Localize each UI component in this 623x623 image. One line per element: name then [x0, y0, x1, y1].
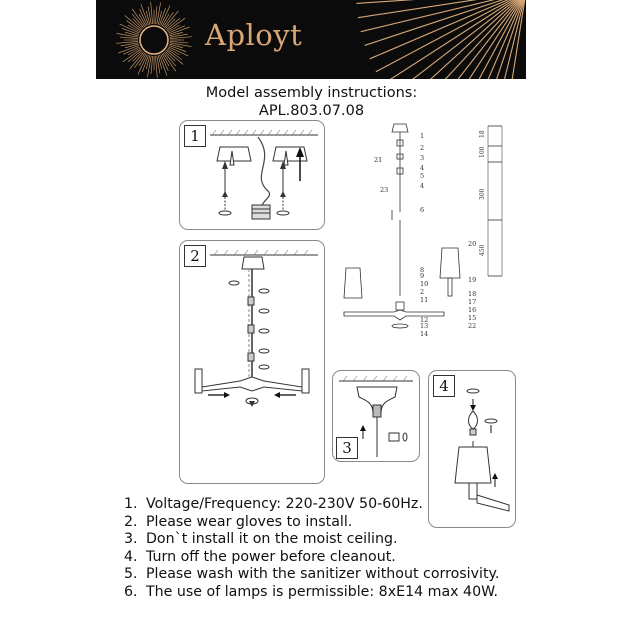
sunburst-logo-graphic — [96, 0, 526, 79]
list-item-text: Please wear gloves to install. — [146, 513, 353, 530]
list-item-text: Voltage/Frequency: 220-230V 50-60Hz. — [146, 496, 423, 512]
dimension-label-18: 18 — [479, 130, 486, 138]
dimension-label-450: 450 — [479, 244, 486, 256]
list-item-text: Please wash with the sanitizer without corrosivity. — [146, 566, 500, 582]
part-label-22: 22 — [468, 322, 477, 330]
dimension-label-100: 100 — [479, 146, 486, 158]
instructions-list — [124, 496, 499, 601]
part-label-18: 18 — [468, 290, 477, 298]
part-label-23: 23 — [380, 186, 389, 194]
list-item-number: 5. — [124, 566, 138, 582]
part-label-5: 5 — [420, 172, 425, 180]
part-label-9: 9 — [420, 272, 425, 280]
step-4-number: 4 — [433, 375, 455, 397]
part-label-17: 17 — [468, 298, 477, 306]
part-label-14: 14 — [420, 330, 429, 338]
part-label-6: 6 — [420, 206, 425, 214]
part-label-12: 12 — [420, 316, 429, 324]
part-label-2: 2 — [420, 144, 425, 152]
part-label-4: 4 — [420, 164, 425, 172]
part-label-15: 15 — [468, 314, 477, 322]
step-1-panel — [179, 120, 325, 230]
brand-banner — [96, 0, 526, 79]
part-label-10: 10 — [420, 280, 429, 288]
list-item — [124, 566, 499, 584]
part-label-16: 16 — [468, 306, 477, 314]
model-number: APL.803.07.08 — [258, 103, 365, 119]
part-label-3: 3 — [420, 154, 425, 162]
list-item-number: 1. — [124, 496, 138, 512]
list-item — [124, 549, 499, 567]
list-item — [124, 514, 499, 532]
document-title: Model assembly instructions: — [205, 85, 418, 101]
list-item — [124, 584, 499, 602]
list-item-text: Turn off the power before cleanout. — [146, 548, 396, 565]
part-label-1: 1 — [420, 132, 425, 140]
part-label-11: 11 — [420, 296, 429, 304]
part-label-8: 8 — [420, 266, 425, 274]
part-label-19: 19 — [468, 276, 477, 284]
exploded-view-diagram — [334, 116, 528, 340]
list-item — [124, 531, 499, 549]
part-label-2b: 2 — [420, 288, 425, 296]
list-item-text: The use of lamps is permissible: 8xE14 max 40W. — [146, 583, 499, 600]
step-1-number: 1 — [184, 125, 206, 147]
list-item-number: 4. — [124, 548, 138, 565]
list-item-text: Don`t install it on the moist ceiling. — [146, 531, 398, 547]
list-item-number: 2. — [124, 513, 138, 530]
part-label-4b: 4 — [420, 182, 425, 190]
list-item-number: 6. — [124, 583, 138, 600]
step-2-diagram — [180, 241, 324, 483]
dimension-label-300: 300 — [479, 188, 486, 200]
step-3-panel — [332, 370, 420, 462]
list-item — [124, 496, 499, 514]
part-label-20: 20 — [468, 240, 477, 248]
step-2-number: 2 — [184, 245, 206, 267]
step-3-number: 3 — [336, 437, 358, 459]
list-item-number: 3. — [124, 531, 138, 547]
part-label-21: 21 — [374, 156, 383, 164]
part-label-13: 13 — [420, 322, 429, 330]
brand-name: Aployt — [205, 18, 303, 52]
step-2-panel — [179, 240, 325, 484]
